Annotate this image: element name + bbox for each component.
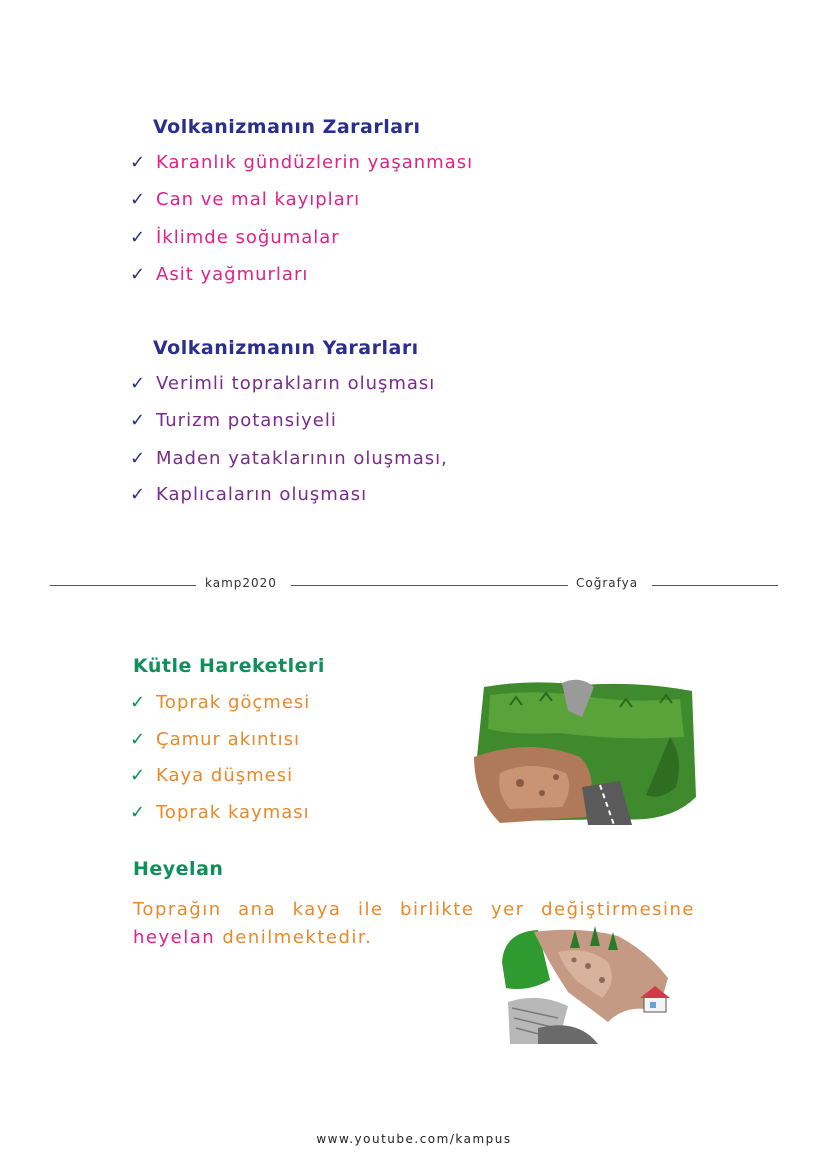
list-item-label: Kaplıcaların oluşması — [156, 484, 368, 505]
divider-line — [652, 585, 778, 586]
definition-highlight: heyelan — [133, 927, 216, 948]
list-item-label: Karanlık gündüzlerin yaşanması — [156, 152, 474, 173]
check-icon: ✓ — [130, 152, 147, 173]
check-icon: ✓ — [130, 227, 147, 248]
list-item — [130, 448, 448, 469]
list-item-label: Turizm potansiyeli — [156, 410, 337, 431]
check-icon: ✓ — [130, 448, 147, 469]
divider-line — [50, 585, 196, 586]
list-item-label: Maden yataklarının oluşması, — [156, 448, 448, 469]
list-item — [130, 765, 293, 786]
list-item-label: İklimde soğumalar — [156, 227, 340, 248]
list-item — [130, 729, 300, 750]
landslide-title: Heyelan — [133, 858, 224, 880]
check-icon: ✓ — [130, 765, 147, 786]
definition-text: denilmektedir. — [215, 927, 373, 948]
check-icon: ✓ — [130, 410, 147, 431]
divider-right-label: Coğrafya — [576, 576, 639, 590]
check-icon: ✓ — [130, 802, 147, 823]
landslide-road-illustration — [470, 677, 700, 825]
list-item-label: Çamur akıntısı — [156, 729, 300, 750]
list-item — [130, 484, 367, 505]
check-icon: ✓ — [130, 692, 147, 713]
list-item-label: Toprak göçmesi — [156, 692, 311, 713]
list-item-label: Can ve mal kayıpları — [156, 189, 361, 210]
landslide-house-illustration — [498, 922, 674, 1044]
divider-line — [291, 585, 568, 586]
check-icon: ✓ — [130, 729, 147, 750]
list-item — [130, 802, 310, 823]
check-icon: ✓ — [130, 373, 147, 394]
list-item-label: Kaya düşmesi — [156, 765, 294, 786]
list-item-label: Asit yağmurları — [156, 264, 309, 285]
list-item — [130, 264, 308, 285]
check-icon: ✓ — [130, 484, 147, 505]
list-item — [130, 692, 310, 713]
list-item-label: Toprak kayması — [156, 802, 310, 823]
list-item-label: Verimli toprakların oluşması — [156, 373, 436, 394]
damages-title: Volkanizmanın Zararları — [153, 116, 421, 138]
list-item — [130, 373, 435, 394]
list-item — [130, 410, 337, 431]
check-icon: ✓ — [130, 264, 147, 285]
footer-url: www.youtube.com/kampus — [316, 1132, 512, 1146]
definition-text: Toprağın ana kaya ile birlikte yer değiştirmesine — [133, 899, 695, 920]
divider-left-label: kamp2020 — [205, 576, 277, 590]
list-item — [130, 152, 473, 173]
benefits-title: Volkanizmanın Yararları — [153, 337, 419, 359]
list-item — [130, 227, 340, 248]
mass-movements-title: Kütle Hareketleri — [133, 655, 325, 677]
check-icon: ✓ — [130, 189, 147, 210]
list-item — [130, 189, 360, 210]
